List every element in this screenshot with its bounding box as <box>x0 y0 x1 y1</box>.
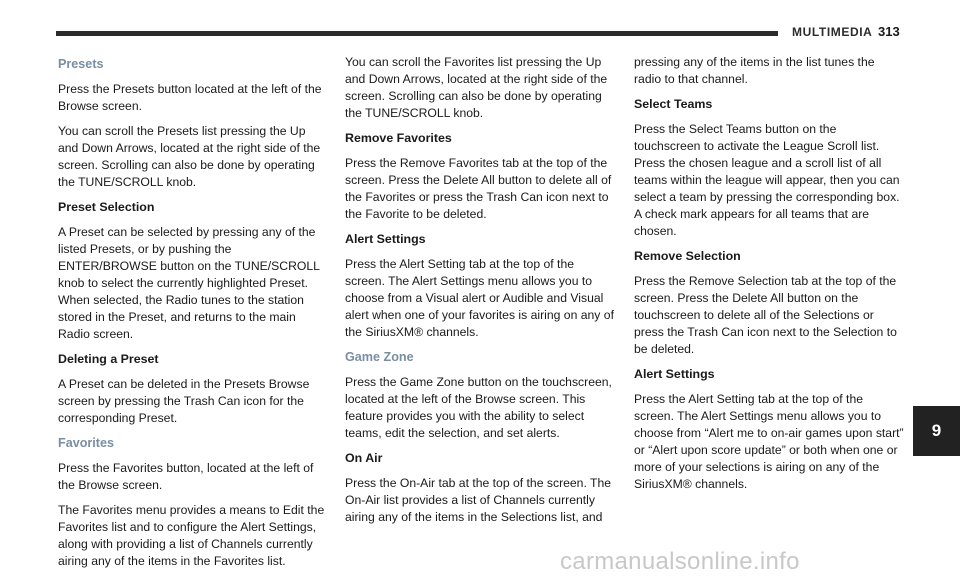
on-air-heading: On Air <box>345 451 383 465</box>
chapter-tab: 9 <box>913 406 960 456</box>
section-title: MULTIMEDIA <box>792 25 873 39</box>
favorites-scroll-paragraph: You can scroll the Favorites list pressing the Up and Down Arrows, located at the right side of the screen. Scrolling can also be done by operating the TUNE/SCROLL knob. <box>345 55 608 120</box>
alert-settings-heading: Alert Settings <box>345 232 426 246</box>
remove-favorites-heading: Remove Favorites <box>345 131 452 145</box>
deleting-preset-paragraph: A Preset can be deleted in the Presets Browse screen by pressing the Trash Can icon for the corresponding Preset. <box>58 377 310 425</box>
presets-heading: Presets <box>58 57 104 71</box>
select-teams-paragraph: Press the Select Teams button on the touchscreen to activate the League Scroll list. Press the chosen league and a scroll list of all teams within the league will appear, then you can select a team by pressing the corresponding box. A check mark appears for all teams that are chosen. <box>634 122 900 238</box>
select-teams-heading: Select Teams <box>634 97 713 111</box>
presets-paragraph-1: Press the Presets button located at the left of the Browse screen. <box>58 82 322 113</box>
remove-selection-heading: Remove Selection <box>634 249 741 263</box>
remove-selection-paragraph: Press the Remove Selection tab at the top of the screen. Press the Delete All button on the touchscreen to delete all of the Selections or press the Trash Can icon next to the Selection to be deleted. <box>634 274 897 356</box>
favorites-paragraph-2: The Favorites menu provides a means to Edit the Favorites list and to configure the Alert Settings, along with providing a list of Channels currently airing any of the items in the Favorites list. <box>58 503 325 568</box>
favorites-heading: Favorites <box>58 436 114 450</box>
presets-paragraph-2: You can scroll the Presets list pressing the Up and Down Arrows, located at the right side of the screen. Scrolling can also be done by operating the TUNE/SCROLL knob. <box>58 124 321 189</box>
on-air-continued-paragraph: pressing any of the items in the list tunes the radio to that channel. <box>634 55 875 86</box>
game-zone-paragraph: Press the Game Zone button on the touchscreen, located at the left of the Browse screen. This feature provides you with the ability to select teams, edit the selection, and set alerts. <box>345 375 612 440</box>
on-air-paragraph: Press the On-Air tab at the top of the screen. The On-Air list provides a list of Channels currently airing any of the items in the Selections list, and <box>345 476 612 524</box>
alert-settings-paragraph: Press the Alert Setting tab at the top of the screen. The Alert Settings menu allows you to choose from a Visual alert or Audible and Visual alert when one of your favorites is airing on any of the SiriusXM® channels. <box>345 257 614 339</box>
deleting-preset-heading: Deleting a Preset <box>58 352 159 366</box>
column-middle <box>345 52 615 534</box>
game-alert-settings-paragraph: Press the Alert Setting tab at the top of the screen. The Alert Settings menu allows you to choose from “Alert me to on-air games upon start” or “Alert upon score update” or both when one or more of your selections is airing on any of the SiriusXM® channels. <box>634 392 904 491</box>
header-rule <box>56 31 778 36</box>
preset-selection-heading: Preset Selection <box>58 200 155 214</box>
watermark: carmanualsonline.info <box>560 548 800 575</box>
game-zone-heading: Game Zone <box>345 350 414 364</box>
page-number: 313 <box>878 24 900 39</box>
game-alert-settings-heading: Alert Settings <box>634 367 715 381</box>
column-right <box>634 52 904 501</box>
column-left <box>58 52 328 578</box>
remove-favorites-paragraph: Press the Remove Favorites tab at the top of the screen. Press the Delete All button to delete all of the Favorites or press the Trash Can icon next to the Favorite to be deleted. <box>345 156 612 221</box>
favorites-paragraph-1: Press the Favorites button, located at the left of the Browse screen. <box>58 461 314 492</box>
preset-selection-paragraph: A Preset can be selected by pressing any of the listed Presets, or by pushing the ENTER/BROWSE button on the TUNE/SCROLL knob to select the currently highlighted Preset. When selected, the Radio tunes to the station stored in the Preset, and returns to the main Radio screen. <box>58 225 320 341</box>
